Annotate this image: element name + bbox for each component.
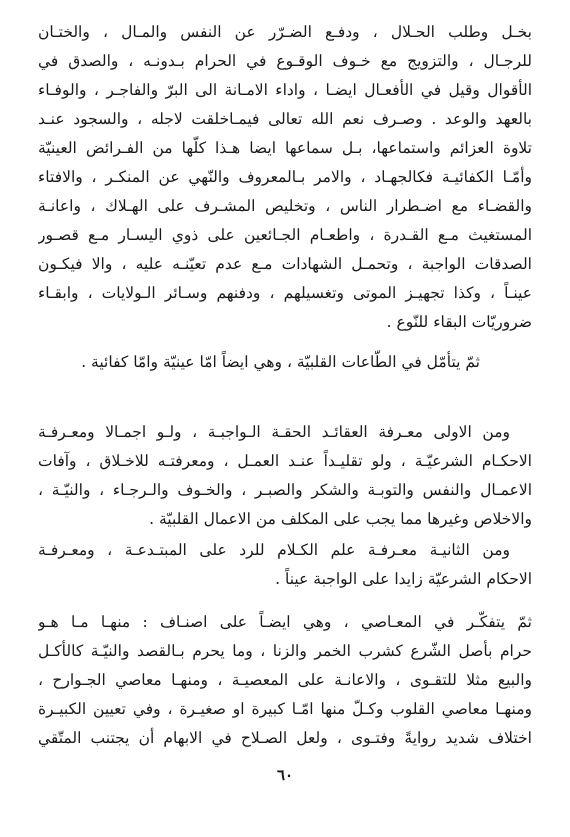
text-line: بالعهد والوعد . وصـرف نعم الله تعالى فيمـاخلقت لاجله ، والسجود عنـد [38,110,532,128]
text-line: ثمّ يتفكّـر في المعـاصي ، وهي ايضـاً على اصنـاف : منهـا مـا هـو [38,613,532,631]
text-line: الاعمـال والنفس والتوبـة والشكر والصبـر ، والخـوف والـرجـاء ، والنيّـة ، [38,481,532,499]
text-line: للرجـال ، والتزويج مع خـوف الوقـوع في الحرام بـدونـه ، والصدق في [38,52,532,70]
text-line: اختلاف شديد روايةً وفتـوى ، ولعل الصـلاح في الابهام أن يجتنب المتّقي [38,729,532,747]
paragraph-obligations [38,18,532,337]
text-line: تلاوة العزائم واستماعها، بـل سماعها ايضا هـذا كلّها من الفـرائض العينيّة [38,139,532,157]
text-line: ومن الثانيـة معـرفـة علم الكـلام للرد على المبتـدعـة ، ومعـرفـة [38,541,510,559]
text-line: المستغيث مـع القـدرة ، واطعـام الجـائعين على ذوي اليسـار مـع قصـور [38,226,532,244]
text-line: والاخلاص وغيرها مما يجب على المكلف من الاعمال القلبيّة . [149,510,532,528]
text-line: ومنهـا معاصي القلوب وكـلّ منها امّـا كبيرة او صغيـرة ، وفي تعيين الكبيـرة [38,700,532,718]
text-line: الأقوال وقيل في الأفعـال ايضـا ، واداء الامـانة الى البرّ والفاجـر ، والوفـاء [38,81,532,99]
paragraph-heart-obedience [38,348,532,377]
paragraph-sins [38,608,532,753]
text-line: الصدقات الواجبة ، وتحمـل الشهادات مـع عدم تعيّنـه عليه ، والا فيكـون [38,255,532,273]
text-line: ثمّ يتأمّل في الطّاعات القلبيّة ، وهي ايضاً امّا عينيّة وامّا كفائية . [81,353,480,371]
text-line: والبيع مثلا للتقـوى ، والاعانـة على المعصيـة ، ومنهـا معاصي الجـوارح ، [38,671,532,689]
text-line: الاحكـام الشرعيّـة ، ولو تقليـداً عنـد العمـل ، ومعرفتـه للاخـلاق ، وآفات [38,452,532,470]
page-number: ٦٠ [276,766,294,784]
text-line: عينـاً ، وكذا تجهيـز الموتى وتغسيلهم ، ودفنهم وسـائر الـولايات ، وابقـاء [38,284,532,302]
text-line: والقضـاء مع اضـطرار الناس ، وتخليص المشـرف على الهـلاك ، واعانـة [38,197,532,215]
text-line: وأمّـا الكفائيـة فكالجهـاد ، والامر بـالمعروف والنّهي عن المنكـر ، والافتاء [38,168,532,186]
text-line: ومن الاولى معـرفة العقائـد الحقـة الـواجبـة ، ولـو اجمـالا ومعـرفـة [38,423,510,441]
text-line: الاحكام الشرعيّة زايدا على الواجبة عيناً . [275,570,532,588]
paragraph-first-type [38,418,532,534]
paragraph-second-type [38,536,532,594]
text-line: بخـل وطلب الحـلال ، ودفـع الضـرّر عن النفس والمـال ، والختـان [38,23,532,41]
text-line: ضروريّات البقاء للنّوع . [386,313,532,331]
document-page [38,18,532,818]
text-line: حرام بأصل الشّرع كشرب الخمر والزنا ، وما يحرم بـالقصد والنيّـة كالأكـل [38,642,532,660]
